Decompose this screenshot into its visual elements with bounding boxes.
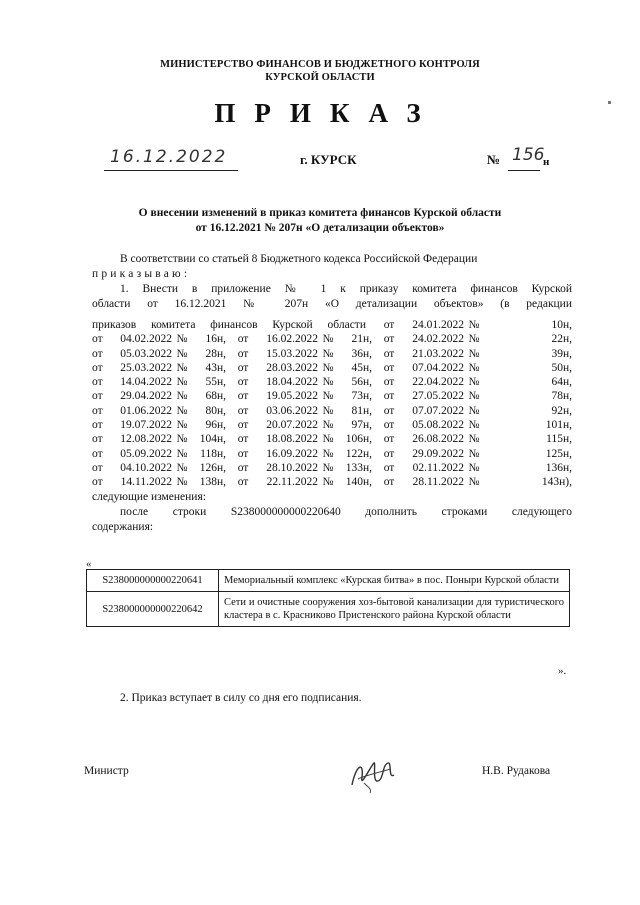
order-date: 24.01.2022: [412, 319, 464, 331]
word-num: №: [322, 419, 334, 432]
object-description: Мемориальный комплекс «Курская битва» в пос. Поныри Курской области: [219, 570, 570, 592]
word-ot: от: [237, 333, 249, 346]
word-ot: от: [383, 447, 395, 460]
word-num: №: [176, 433, 188, 446]
order-date: 22.11.2022: [266, 476, 318, 489]
word-num: №: [176, 461, 188, 474]
order-date: 28.03.2022: [266, 361, 318, 374]
table-row: [92, 418, 572, 432]
word-num: №: [468, 461, 480, 474]
word-ot: от: [237, 361, 249, 374]
signature-icon: [344, 755, 404, 800]
order-date: 18.08.2022: [266, 433, 318, 446]
ministry-line-2: КУРСКОЙ ОБЛАСТИ: [265, 72, 375, 83]
order-date: 16.09.2022: [266, 447, 318, 460]
order-number: 106н,: [345, 433, 372, 446]
word-num: №: [176, 333, 188, 346]
item2-text: 2. Приказ вступает в силу со дня его подписания.: [120, 692, 362, 704]
preamble: В соответствии со статьей 8 Бюджетного кодекса Российской Федерации: [120, 253, 478, 265]
heading-line-2: от 16.12.2021 № 207н «О детализации объектов»: [195, 222, 445, 234]
order-date: 25.03.2022: [120, 361, 172, 374]
order-date: 02.11.2022: [412, 461, 464, 474]
word-num: №: [322, 376, 334, 389]
word-ot: от: [92, 347, 103, 360]
word-ot: от: [237, 404, 249, 417]
word-num: №: [322, 347, 334, 360]
object-code: S238000000000220642: [87, 592, 219, 627]
order-number: 78н,: [551, 390, 572, 403]
word-ot: от: [383, 433, 395, 446]
order-number: 55н,: [205, 376, 226, 389]
word-num: №: [468, 319, 480, 331]
codes-table: [86, 569, 570, 627]
word-ot: от: [237, 390, 249, 403]
number-suffix: н: [543, 156, 550, 168]
order-date: 22.04.2022: [412, 376, 464, 389]
table-row: [92, 404, 572, 418]
table-row: [92, 332, 572, 346]
date-underline: [104, 170, 238, 171]
order-number: 140н,: [345, 476, 372, 489]
item1-line-2: области от 16.12.2021 № 207н «О детализации объектов» (в редакции: [92, 298, 572, 310]
order-number: 96н,: [205, 419, 226, 432]
document-heading: [0, 206, 640, 236]
word-ot: от: [383, 333, 395, 346]
word-num: №: [322, 476, 334, 489]
number-underline: [508, 170, 540, 171]
after-row-line-2: содержания:: [92, 520, 154, 533]
word-ot: от: [237, 476, 249, 489]
word-num: №: [468, 404, 480, 417]
item1-line-3-words: приказов комитета финансов Курской области: [92, 319, 366, 331]
handwritten-number: 156: [512, 145, 545, 165]
order-date: 05.03.2022: [120, 347, 172, 360]
order-date: 05.09.2022: [120, 447, 172, 460]
word-num: №: [176, 347, 188, 360]
object-description: Сети и очистные сооружения хоз-бытовой канализации для туристического кластера в с. Красниково Пристенского района Курской области: [219, 592, 570, 627]
word-ot: от: [92, 419, 103, 432]
document-type-title: ПРИКАЗ: [214, 98, 440, 128]
handwritten-date: 16.12.2022: [110, 147, 228, 167]
order-date: 29.04.2022: [120, 390, 172, 403]
order-number: 16н,: [205, 333, 226, 346]
table-row: [92, 475, 572, 489]
word-ot: от: [383, 419, 395, 432]
order-number: 118н,: [200, 447, 226, 460]
object-code: S238000000000220641: [87, 570, 219, 592]
order-number: 28н,: [205, 347, 226, 360]
order-number: 10н,: [551, 319, 572, 331]
order-date: 04.10.2022: [120, 461, 172, 474]
order-date: 01.06.2022: [120, 404, 172, 417]
table-row: [92, 447, 572, 461]
order-number: 92н,: [551, 404, 572, 417]
order-date: 29.09.2022: [412, 447, 464, 460]
table-row: [87, 592, 570, 627]
amending-orders-table: [92, 318, 572, 490]
word-num: №: [176, 419, 188, 432]
table-row: [92, 361, 572, 375]
word-num: №: [468, 390, 480, 403]
word-ot: от: [383, 347, 395, 360]
word-num: №: [176, 476, 188, 489]
word-ot: от: [92, 333, 103, 346]
word-ot: от: [383, 476, 395, 489]
order-date: 20.07.2022: [266, 419, 318, 432]
number-label: №: [487, 152, 501, 167]
after-row-line-1: после строки S238000000000220640 дополнить строками следующего: [120, 505, 572, 518]
word-num: №: [176, 376, 188, 389]
word-num: №: [468, 376, 480, 389]
word-ot: от: [92, 404, 103, 417]
codes-table-wrap: [86, 569, 570, 627]
order-number: 143н),: [541, 476, 572, 489]
order-number: 68н,: [205, 390, 226, 403]
word-ot: от: [237, 447, 249, 460]
order-number: 56н,: [351, 376, 372, 389]
order-date: 18.04.2022: [266, 376, 318, 389]
order-number: 80н,: [205, 404, 226, 417]
order-number: 115н,: [546, 433, 572, 446]
word-num: №: [322, 333, 334, 346]
heading-line-1: О внесении изменений в приказ комитета финансов Курской области: [138, 207, 502, 219]
table-row: [92, 461, 572, 475]
order-date: 07.04.2022: [412, 361, 464, 374]
quote-open: «: [86, 558, 92, 570]
order-number: 125н,: [545, 447, 572, 460]
order-number: 138н,: [199, 476, 226, 489]
city: г. КУРСК: [300, 152, 357, 167]
order-date: 28.11.2022: [412, 476, 464, 489]
order-date: 15.03.2022: [266, 347, 318, 360]
order-number: 133н,: [345, 461, 372, 474]
word-num: №: [322, 433, 334, 446]
changes-follow: следующие изменения:: [92, 490, 206, 503]
order-date: 21.03.2022: [412, 347, 464, 360]
word-num: №: [468, 333, 480, 346]
order-date: 05.08.2022: [412, 419, 464, 432]
order-date: 14.04.2022: [120, 376, 172, 389]
order-number: 136н,: [545, 461, 572, 474]
order-number: 22н,: [551, 333, 572, 346]
signer-name: Н.В. Рудакова: [482, 765, 551, 777]
word-num: №: [322, 447, 334, 460]
word-ot: от: [92, 433, 103, 446]
order-number: 45н,: [351, 361, 372, 374]
ministry-line-1: МИНИСТЕРСТВО ФИНАНСОВ И БЮДЖЕТНОГО КОНТРОЛЯ: [160, 59, 480, 70]
word-ot: от: [383, 361, 395, 374]
order-number: 21н,: [351, 333, 372, 346]
word-num: №: [468, 347, 480, 360]
quote-close: ».: [558, 665, 567, 677]
word-ot: от: [237, 433, 249, 446]
scan-dot: [608, 101, 611, 104]
table-row: [92, 432, 572, 446]
word-num: №: [468, 476, 480, 489]
word-num: №: [468, 419, 480, 432]
word-ot: от: [92, 476, 103, 489]
word-ot: от: [237, 347, 249, 360]
order-date: 27.05.2022: [412, 390, 464, 403]
word-num: №: [322, 390, 334, 403]
word-ot: от: [92, 376, 103, 389]
order-date: 16.02.2022: [266, 333, 318, 346]
order-date: 07.07.2022: [412, 404, 464, 417]
word-ot: от: [383, 390, 395, 403]
order-number: 104н,: [199, 433, 226, 446]
amending-orders-list: [92, 318, 572, 535]
order-date: 19.07.2022: [120, 419, 172, 432]
word-ot: от: [383, 461, 395, 474]
word-num: №: [176, 361, 188, 374]
intro-text: [92, 252, 572, 312]
ministry-header: [0, 58, 640, 84]
order-number: 126н,: [199, 461, 226, 474]
word-num: №: [176, 447, 188, 460]
word-num: №: [468, 433, 480, 446]
order-number: 73н,: [351, 390, 372, 403]
word-num: №: [322, 361, 334, 374]
word-num: №: [322, 461, 334, 474]
word-ot: от: [383, 319, 395, 331]
word-ot: от: [92, 461, 103, 474]
word-ot: от: [92, 361, 103, 374]
order-date: 26.08.2022: [412, 433, 464, 446]
table-row: [92, 375, 572, 389]
order-date: 12.08.2022: [120, 433, 172, 446]
word-num: №: [468, 361, 480, 374]
word-ot: от: [383, 376, 395, 389]
order-date: 14.11.2022: [120, 476, 172, 489]
order-number: 81н,: [351, 404, 372, 417]
order-number: 36н,: [351, 347, 372, 360]
order-date: 04.02.2022: [120, 333, 172, 346]
order-date: 24.02.2022: [412, 333, 464, 346]
order-number: 101н,: [545, 419, 572, 432]
word-num: №: [176, 404, 188, 417]
order-number: 64н,: [551, 376, 572, 389]
item1-line-1: 1. Внести в приложение № 1 к приказу комитета финансов Курской: [120, 283, 572, 295]
word-ot: от: [237, 461, 249, 474]
word-num: №: [176, 390, 188, 403]
word-ot: от: [92, 390, 103, 403]
word-ot: от: [237, 419, 249, 432]
word-ot: от: [383, 404, 395, 417]
order-number: 122н,: [345, 447, 372, 460]
word-num: №: [468, 447, 480, 460]
order-word: приказываю:: [92, 268, 191, 280]
order-number: 39н,: [551, 347, 572, 360]
table-row: [92, 347, 572, 361]
order-number: 97н,: [351, 419, 372, 432]
word-ot: от: [92, 447, 103, 460]
table-row: [87, 570, 570, 592]
table-row: [92, 318, 572, 332]
order-date: 28.10.2022: [266, 461, 318, 474]
order-date: 03.06.2022: [266, 404, 318, 417]
word-ot: от: [237, 376, 249, 389]
signer-role: Министр: [84, 765, 129, 777]
table-row: [92, 389, 572, 403]
order-number: 50н,: [551, 361, 572, 374]
order-date: 19.05.2022: [266, 390, 318, 403]
order-number: 43н,: [205, 361, 226, 374]
word-num: №: [322, 404, 334, 417]
